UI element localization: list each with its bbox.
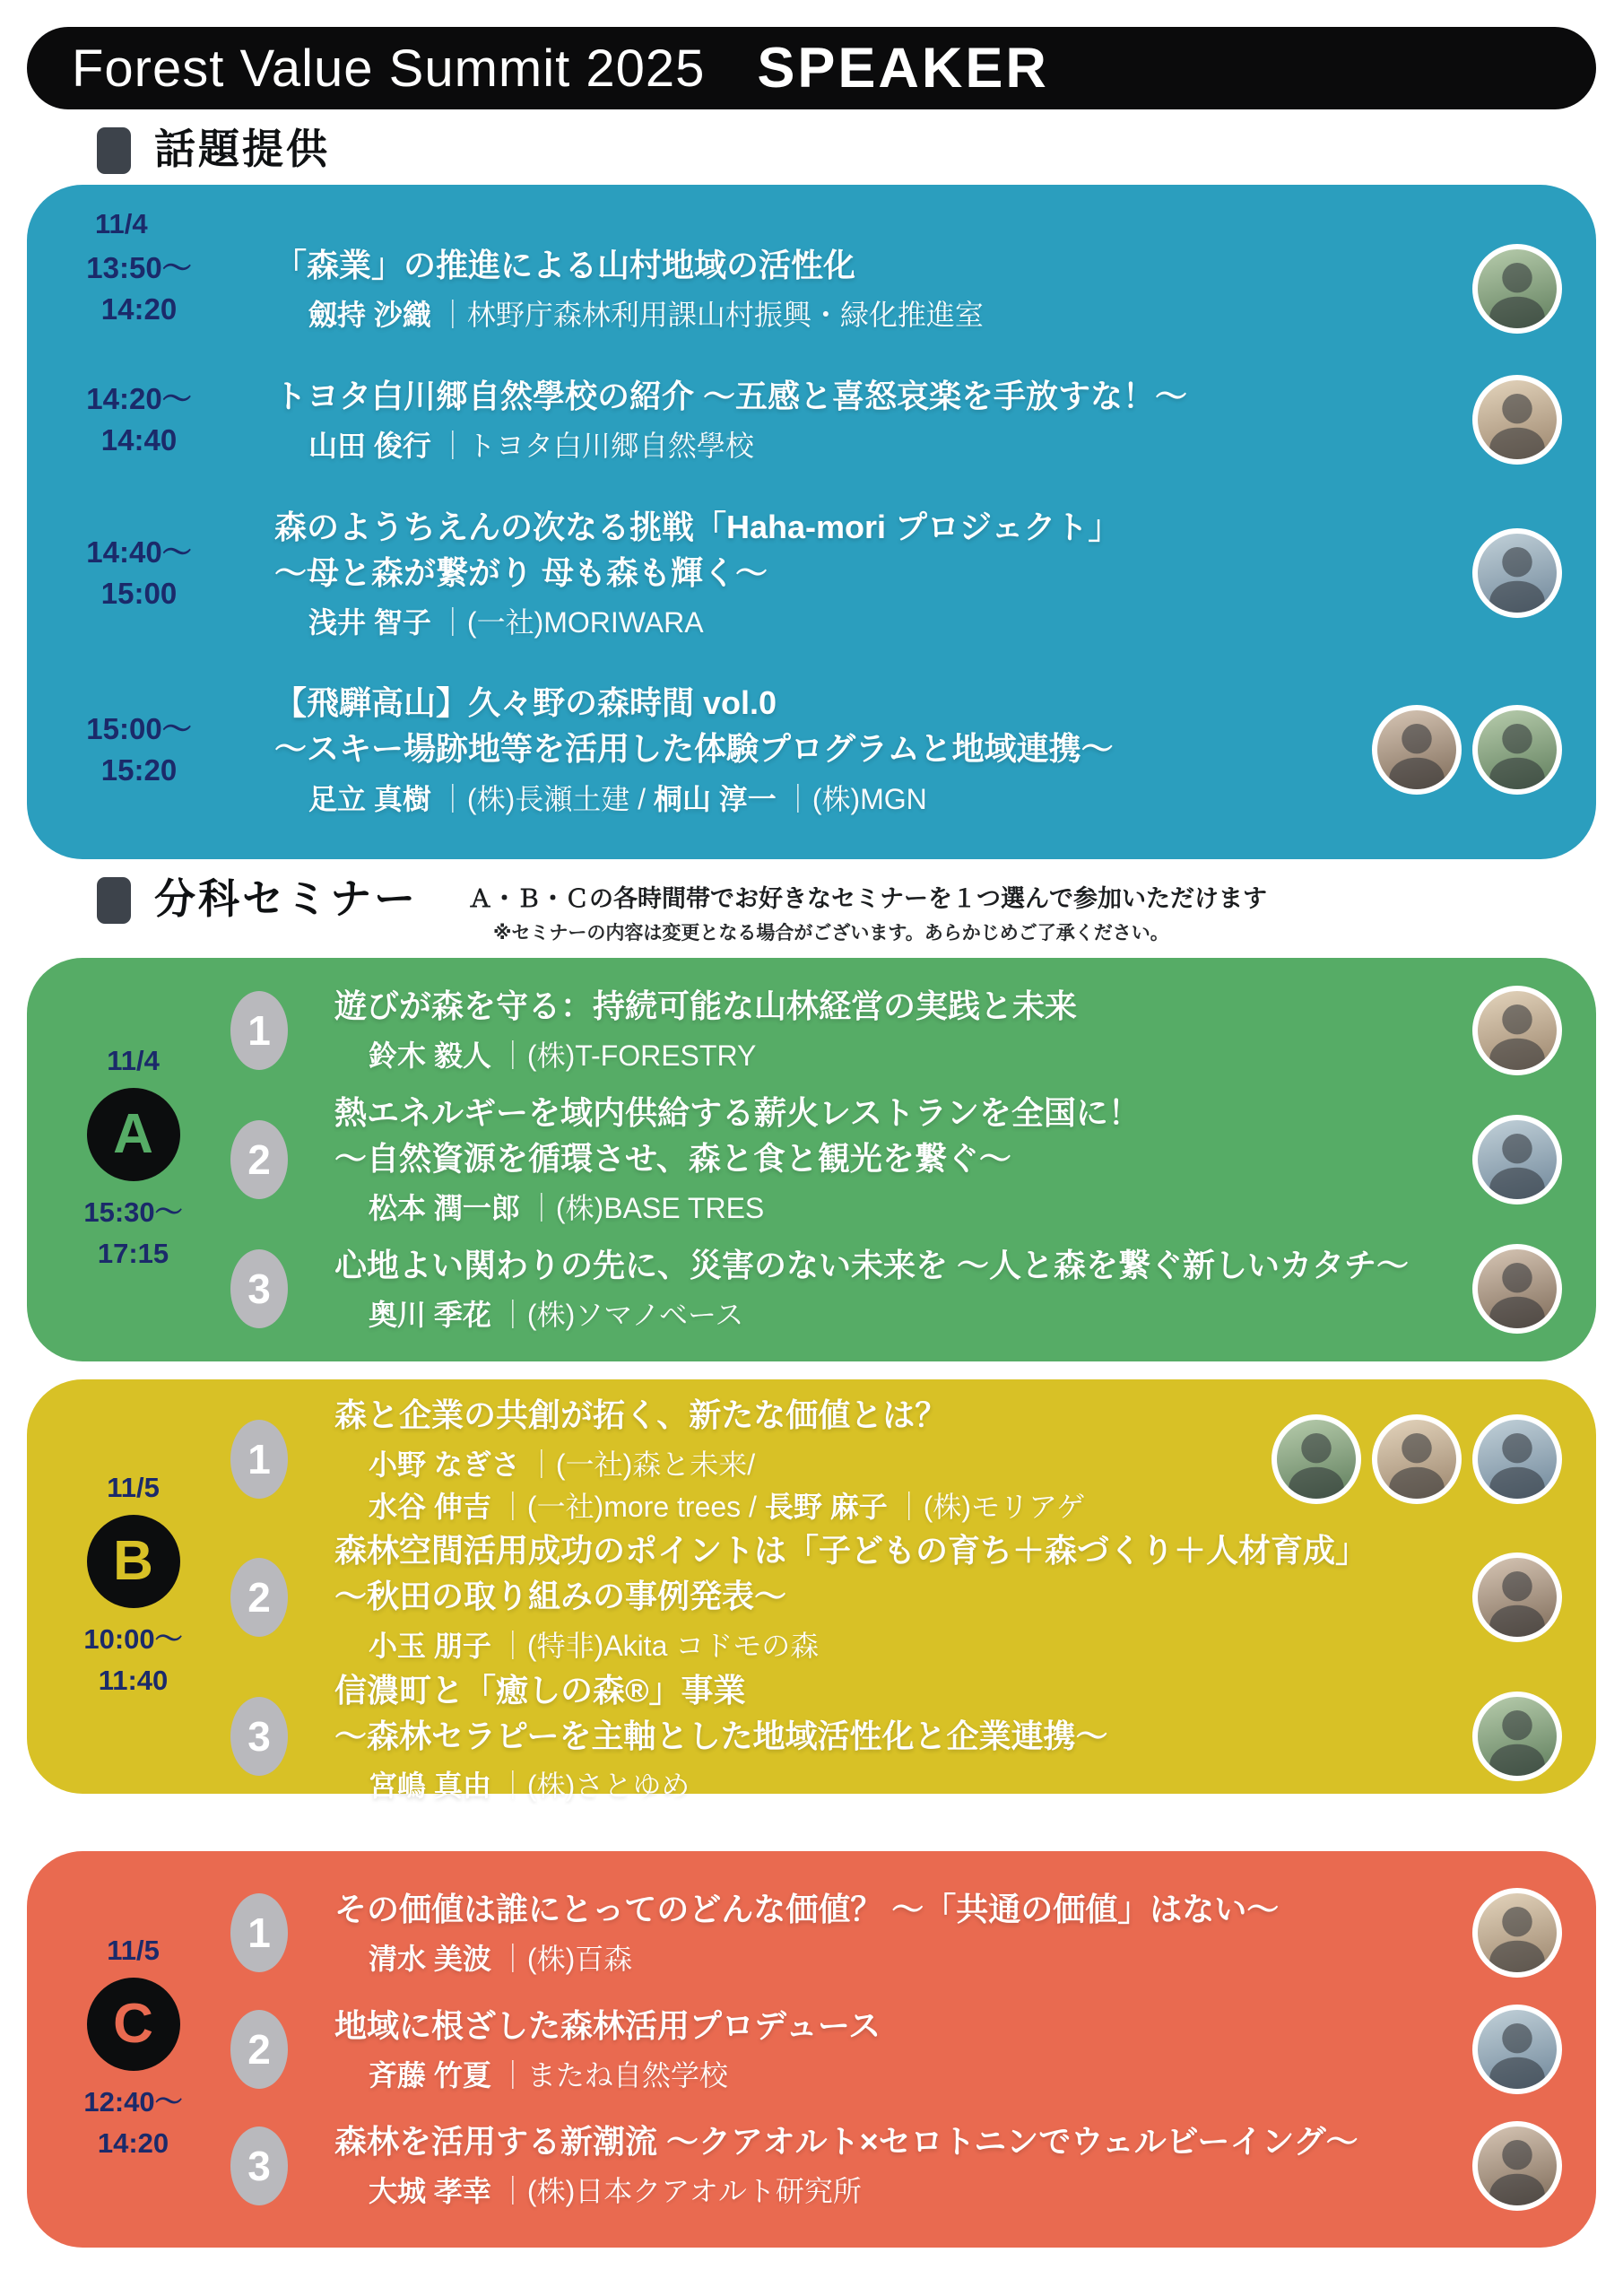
speaker-name: 長野 麻子 [764,1490,888,1523]
session-title-line: 森林空間活用成功のポイントは「子どもの育ち＋森づくり＋人材育成」 [334,1531,1368,1569]
speaker-photos [1453,2121,1562,2211]
track-date: 11/5 [107,1934,160,1966]
speaker-name: 大城 孝幸 [369,2175,491,2208]
session-title-line: 信濃町と「癒しの森®」事業 [334,1671,746,1709]
speaker-affiliation: ｜またね自然学校 [498,2058,728,2092]
speaker-name: 奥川 季花 [369,1299,491,1332]
session-speakers [308,425,1453,466]
track-time [83,2082,182,2165]
speaker-name: 小玉 朋子 [369,1630,491,1663]
speaker-photos [1453,986,1562,1075]
speaker-segment [654,783,927,815]
session-content [334,1090,1453,1230]
session-number: 2 [230,1120,288,1199]
session-title-line: その価値は誰にとってのどんな価値？ ～「共通の価値」はない～ [334,1891,1280,1928]
track-sessions [216,1851,1566,2248]
speaker-avatar [1472,1414,1562,1504]
speaker-line [369,2055,1453,2096]
person-silhouette-icon [1377,1420,1456,1499]
speaker-name: 浅井 智子 [308,605,431,639]
person-silhouette-icon [1478,380,1557,459]
session-title [274,242,1453,288]
topics-date: 11/4 [95,208,148,239]
session-title [334,1392,1252,1438]
session-number: 1 [230,1893,288,1972]
speaker-photos [1453,1115,1562,1205]
speaker-segment [369,1943,632,1975]
speaker-line [369,1765,1453,1806]
topics-session-list [63,242,1566,820]
person-silhouette-icon [1478,1893,1557,1972]
seminar-session [216,1886,1566,1980]
session-content [274,504,1453,644]
track-time-line: 14:20 [97,2127,169,2159]
seminars-heading [97,875,1596,945]
session-number: 2 [230,2010,288,2089]
session-number: 3 [230,2126,288,2205]
speaker-avatar [1472,705,1562,795]
person-silhouette-icon [1478,1420,1557,1499]
speaker-segment [308,299,984,331]
speaker-segment [369,1630,819,1662]
session-content [274,373,1453,467]
seminar-session [216,1392,1566,1527]
session-time [63,378,215,461]
session-speakers [369,1294,1453,1335]
speaker-affiliation: ｜(株)さとゆめ [498,1769,690,1802]
speaker-name: 小野 なぎさ [369,1448,520,1482]
seminars-heading-label: 分科セミナー [154,875,418,922]
seminar-session [216,1242,1566,1336]
track-sessions [216,1379,1566,1802]
topic-session [63,680,1566,820]
session-time-line: 15:20 [100,753,178,787]
seminar-session [216,2118,1566,2213]
session-title-line: 森のようちえんの次なる挑戦「Haha-mori プロジェクト」 [274,508,1121,545]
square-bullet-icon [97,127,131,174]
session-time-line: 14:40 [100,423,178,457]
track-time-line: 17:15 [97,1238,169,1269]
seminar-note-disclaimer: ※セミナーの内容は変更となる場合がございます。あらかじめご了承ください。 [493,923,1169,944]
seminar-session [216,1090,1566,1230]
session-speakers [369,1765,1453,1806]
session-content [334,1527,1453,1667]
person-silhouette-icon [1478,991,1557,1070]
session-title [334,983,1453,1029]
person-silhouette-icon [1478,710,1557,789]
session-speakers [369,1938,1453,1979]
speaker-photos [1352,705,1562,795]
speaker-name: 清水 美波 [369,1943,491,1976]
session-title-line: ～母と森が繋がり 母も森も輝く～ [274,553,768,591]
speaker-line [308,778,1352,820]
track-sessions [216,958,1566,1361]
seminar-notes [468,875,1267,945]
session-number: 3 [230,1249,288,1328]
speaker-line [369,1938,1453,1979]
person-silhouette-icon [1478,2010,1557,2089]
session-time-line: 14:40～ [86,535,192,570]
speaker-segment [369,1448,755,1481]
session-title [334,2118,1453,2164]
session-speakers [308,778,1352,820]
event-title: Forest Value Summit 2025 [72,39,706,98]
session-title [334,1090,1453,1181]
session-time-line: 15:00～ [86,711,192,745]
session-title-line: 森と企業の共創が拓く、新たな価値とは？ [334,1396,948,1433]
speaker-line [369,1294,1453,1335]
speaker-avatar [1472,1244,1562,1334]
speaker-line [308,294,1453,335]
person-silhouette-icon [1478,2126,1557,2205]
track-side [50,1379,216,1794]
session-title [334,1527,1453,1619]
track-time [83,1192,182,1275]
topic-session [63,373,1566,467]
session-title-line: 熱エネルギーを域内供給する薪火レストランを全国に！ [334,1094,1141,1132]
speaker-avatar [1472,1888,1562,1978]
speaker-segment [765,1491,1085,1523]
session-content [334,983,1453,1077]
topics-box [27,185,1596,859]
session-speakers [308,294,1453,335]
speaker-name: 劔持 沙織 [308,299,431,332]
speaker-avatar [1472,2121,1562,2211]
speaker-name: 桐山 淳一 [653,782,777,815]
session-title-line: トヨタ白川郷自然學校の紹介 ～五感と喜怒哀楽を手放すな！～ [274,377,1188,414]
session-time [63,248,215,330]
session-title [334,2003,1453,2048]
seminar-session [216,983,1566,1077]
session-time [63,709,215,791]
speaker-segment [308,783,654,815]
speaker-photos [1453,1888,1562,1978]
speaker-line [308,425,1453,466]
session-number: 1 [230,1420,288,1499]
track-B-box [27,1379,1596,1802]
speaker-photos [1453,2005,1562,2094]
session-title [274,373,1453,419]
speaker-affiliation: ｜(株)ソマノベース [498,1299,744,1332]
speaker-avatar [1472,244,1562,334]
session-speakers [308,602,1453,643]
session-title-line: ～秋田の取り組みの事例発表～ [334,1578,787,1614]
person-silhouette-icon [1478,1697,1557,1776]
speaker-name: 松本 潤一郎 [369,1192,520,1225]
session-content [334,1242,1453,1336]
speaker-name: 山田 俊行 [308,429,431,462]
session-number: 3 [230,1697,288,1776]
track-time-line: 11:40 [98,1665,169,1696]
speaker-line [369,2170,1453,2212]
track-time-line: 10:00～ [83,1622,183,1655]
speaker-line [369,1486,1252,1527]
speaker-photos [1453,375,1562,465]
topic-session [63,504,1566,644]
speaker-segment [308,430,754,462]
speaker-segment [369,1491,765,1523]
session-content [274,242,1453,336]
session-title-line: 【飛騨高山】久々野の森時間 vol.0 [274,684,777,722]
topic-session [63,242,1566,336]
speaker-photos [1252,1414,1562,1504]
speaker-line [369,1187,1453,1229]
session-time-line: 15:00 [100,577,178,611]
speaker-affiliation: ｜(株)T-FORESTRY [498,1039,757,1073]
track-time [83,1619,182,1702]
track-letter-badge: B [87,1515,180,1608]
track-A-box [27,958,1596,1361]
session-title-line: 「森業」の推進による山村地域の活性化 [274,247,856,283]
speaker-name: 足立 真樹 [308,782,431,815]
session-title-line: ～森林セラピーを主軸とした地域活性化と企業連携～ [334,1717,1108,1754]
session-title [334,1886,1453,1932]
track-time-line: 12:40～ [83,2085,183,2118]
person-silhouette-icon [1478,249,1557,328]
session-speakers [369,1187,1453,1229]
speaker-avatar [1372,705,1462,795]
track-letter-badge: A [87,1088,180,1181]
session-content [334,1886,1453,1980]
person-silhouette-icon [1478,534,1557,613]
session-title-line: 地域に根ざした森林活用プロデュース [334,2006,881,2044]
speaker-affiliation: ｜(特非)Akita コドモの森 [498,1630,820,1663]
speaker-name: 宮嶋 真由 [369,1769,491,1802]
track-date: 11/4 [107,1044,160,1076]
speaker-name: 鈴木 毅人 [369,1039,491,1073]
speaker-photos [1453,1552,1562,1642]
track-date: 11/5 [107,1471,160,1503]
speaker-segment [369,2059,728,2092]
session-content [334,2118,1453,2213]
track-side [50,958,216,1361]
track-C-box [27,1851,1596,2248]
speaker-photos [1453,1692,1562,1781]
speaker-affiliation: ｜(株)BASE TRES [526,1192,765,1225]
speaker-affiliation: ｜(一社)森と未来/ [526,1448,756,1482]
speaker-segment [308,606,704,639]
session-title-line: ～スキー場跡地等を活用した体験プログラムと地域連携～ [274,730,1114,768]
speaker-segment [369,1039,756,1072]
track-time-line: 15:30～ [83,1196,183,1228]
session-content [334,1392,1252,1527]
speaker-avatar [1472,1115,1562,1205]
session-number: 2 [230,1558,288,1637]
speaker-photos [1453,1244,1562,1334]
session-title-line: 森林を活用する新潮流 ～クアオルト×セロトニンでウェルビーイング～ [334,2123,1358,2161]
session-time-line: 14:20 [100,292,178,326]
speaker-avatar [1472,1692,1562,1781]
speaker-avatar [1271,1414,1361,1504]
track-side [50,1851,216,2248]
session-title [334,1242,1453,1288]
seminar-session [216,1527,1566,1667]
speaker-avatar [1472,528,1562,618]
session-time-line: 14:20～ [86,381,192,415]
session-number: 1 [230,991,288,1070]
seminar-tracks [27,958,1596,2248]
speaker-affiliation: ｜(一社)more trees / [498,1490,765,1523]
session-title-line: 心地よい関わりの先に、災害のない未来を ～人と森を繋ぐ新しいカタチ～ [334,1247,1410,1284]
speaker-line [308,602,1453,643]
person-silhouette-icon [1478,1249,1557,1328]
speaker-line [369,1625,1453,1666]
session-title [274,504,1453,596]
speaker-affiliation: ｜林野庁森林利用課山村振興・緑化推進室 [438,299,984,332]
speaker-affiliation: ｜(一社)MORIWARA [438,605,704,639]
speaker-avatar [1472,1552,1562,1642]
session-time [63,532,215,614]
seminar-note-choose: Ａ・Ｂ・Ｃの各時間帯でお好きなセミナーを１つ選んで参加いただけます [468,885,1267,912]
seminar-session [216,2003,1566,2097]
track-letter-badge: C [87,1978,180,2071]
header-banner [27,27,1596,109]
speaker-avatar [1472,2005,1562,2094]
session-speakers [369,1444,1252,1527]
speaker-badge: SPEAKER [757,37,1049,100]
session-content [274,680,1352,820]
session-time-line: 13:50～ [86,251,192,285]
speaker-segment [369,1770,690,1802]
speaker-avatar [1372,1414,1462,1504]
person-silhouette-icon [1377,710,1456,789]
person-silhouette-icon [1478,1558,1557,1637]
session-title [274,680,1352,771]
speaker-affiliation: ｜(株)長瀬土建 / [438,782,654,815]
square-bullet-icon [97,877,131,924]
person-silhouette-icon [1478,1120,1557,1199]
speaker-affiliation: ｜(株)MGN [783,782,927,815]
speaker-photos [1453,244,1562,334]
speaker-affiliation: ｜(株)日本クアオルト研究所 [498,2175,862,2208]
session-title-line: 遊びが森を守る：持続可能な山林経営の実践と未来 [334,987,1078,1025]
session-title [334,1667,1453,1759]
speaker-affiliation: ｜トヨタ白川郷自然學校 [438,429,754,462]
person-silhouette-icon [1277,1420,1356,1499]
topics-heading [97,126,1596,174]
speaker-affiliation: ｜(株)モリアゲ [894,1490,1086,1523]
session-content [334,1667,1453,1807]
session-content [334,2003,1453,2097]
session-speakers [369,2170,1453,2212]
speaker-name: 斉藤 竹夏 [369,2058,491,2092]
seminar-session [216,1667,1566,1807]
session-speakers [369,1035,1453,1076]
speaker-segment [369,1192,764,1224]
session-speakers [369,2055,1453,2096]
speaker-segment [369,1299,743,1331]
speaker-avatar [1472,375,1562,465]
session-speakers [369,1625,1453,1666]
speaker-affiliation: ｜(株)百森 [498,1943,633,1976]
session-title-line: ～自然資源を循環させ、森と食と観光を繋ぐ～ [334,1140,1011,1178]
topics-heading-label: 話題提供 [154,126,330,172]
speaker-name: 水谷 伸吉 [369,1490,491,1523]
speaker-photos [1453,528,1562,618]
speaker-avatar [1472,986,1562,1075]
speaker-line [369,1444,1252,1485]
speaker-segment [369,2175,862,2207]
speaker-line [369,1035,1453,1076]
